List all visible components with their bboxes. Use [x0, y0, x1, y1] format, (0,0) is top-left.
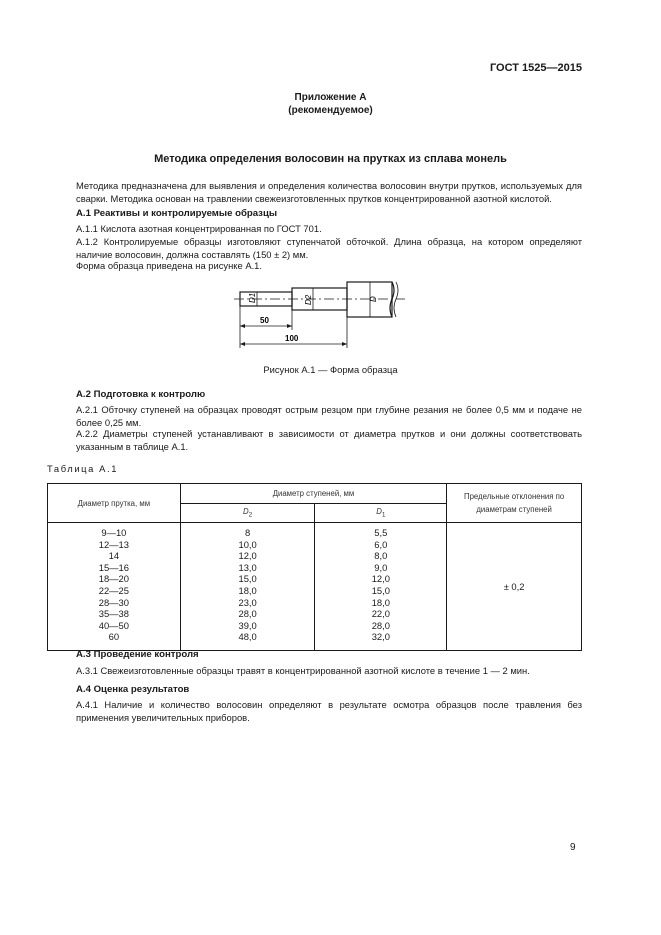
table-cell-dia: 28—30 — [98, 596, 129, 608]
table-cell-d1: 9,0 — [374, 561, 388, 573]
table-cell-d2: 28,0 — [238, 608, 257, 620]
d2-label: D2 — [304, 294, 313, 305]
d2-subscript: 2 — [248, 511, 253, 519]
table-cell-dia: 60 — [108, 631, 120, 643]
d2-column — [180, 523, 315, 651]
table-cell-dia: 14 — [108, 550, 120, 562]
table-cell-d2: 15,0 — [238, 573, 257, 585]
table-cell-d1: 8,0 — [374, 550, 388, 562]
table-cell-dia: 15—16 — [98, 561, 129, 573]
appendix-title: Приложение А — [294, 92, 367, 103]
standard-header: ГОСТ 1525—2015 — [489, 62, 582, 74]
intro-text: Методика предназначена для выявления и определения количества волосовин внутри прутков, используемых для сварки. Методика основан на травлении свежеизготовленных прутков концентрированной азотной кислотой. — [76, 180, 582, 204]
table-cell-dia: 18—20 — [98, 573, 129, 585]
table-cell-d1: 32,0 — [371, 631, 390, 643]
para-a4-1: А.4.1 Наличие и количество волосовин определяют в результате осмотра образцов после травления без применения увеличительных приборов. — [76, 699, 582, 723]
d1-column — [315, 523, 447, 651]
para-a1-3: Форма образца приведена на рисунке А.1. — [76, 260, 263, 271]
table-cell-d2: 23,0 — [238, 596, 257, 608]
table-cell-d2: 13,0 — [238, 561, 257, 573]
document-title: Методика определения волосовин на прутках из сплава монель — [154, 153, 507, 165]
para-a1-2: А.1.2 Контролируемые образцы изготовляют ступенчатой обточкой. Длина образца, на котором определяют наличие волосовин, должна составлять (150 ± 2) мм. — [76, 236, 582, 260]
d-label: D — [369, 296, 378, 302]
d1-symbol: D — [376, 507, 382, 517]
tolerance-cell: ± 0,2 — [447, 523, 582, 651]
table-cell-d1: 28,0 — [371, 619, 390, 631]
dim-100-label: 100 — [285, 334, 299, 343]
table-cell-d2: 48,0 — [238, 631, 257, 643]
table-cell-d1: 5,5 — [374, 527, 388, 538]
col-header-rod-diameter: Диаметр прутка, мм — [48, 484, 181, 523]
table-caption: Таблица А.1 — [47, 463, 119, 474]
col-header-d2 — [180, 504, 315, 523]
table-cell-d1: 18,0 — [371, 596, 390, 608]
para-a3-1: А.3.1 Свежеизготовленные образцы травят в концентрированной азотной кислоте в течение 1 — 2 мин. — [76, 665, 530, 676]
col-header-step-diameters: Диаметр ступеней, мм — [180, 484, 446, 504]
col-header-d1 — [315, 504, 447, 523]
table-cell-d2: 18,0 — [238, 584, 257, 596]
table-cell-dia: 40—50 — [98, 619, 129, 631]
sample-shape-figure — [230, 274, 410, 354]
section-a1-heading: А.1 Реактивы и контролируемые образцы — [76, 208, 278, 219]
table-cell-dia: 9—10 — [101, 527, 127, 538]
para-a2-2: А.2.2 Диаметры ступеней устанавливают в зависимости от диаметра прутков и они должны соответствовать указанным в таблице А.1. — [76, 428, 582, 452]
table-cell-dia: 22—25 — [98, 584, 129, 596]
intro-paragraph — [76, 179, 582, 205]
table-cell-dia: 12—13 — [98, 538, 129, 550]
section-a2-heading: А.2 Подготовка к контролю — [76, 389, 206, 400]
section-a4-heading: А.4 Оценка результатов — [76, 684, 190, 695]
table-cell-d2: 8 — [245, 527, 251, 538]
page-number: 9 — [570, 842, 576, 853]
d1-subscript: 1 — [381, 511, 386, 519]
appendix-subtitle: (рекомендуемое) — [288, 105, 373, 116]
table-cell-d2: 39,0 — [238, 619, 257, 631]
table-cell-d2: 12,0 — [238, 550, 257, 562]
step-diameter-table — [47, 483, 582, 651]
para-a1-1: А.1.1 Кислота азотная концентрированная по ГОСТ 701. — [76, 223, 322, 234]
d1-label: D1 — [248, 292, 257, 303]
table-cell-dia: 35—38 — [98, 608, 129, 620]
d2-symbol: D — [242, 507, 249, 517]
table-cell-d1: 22,0 — [371, 608, 390, 620]
col-header-tolerance: Предельные отклонения по диаметрам ступеней — [447, 484, 582, 523]
table-cell-d1: 6,0 — [374, 538, 388, 550]
dim-50-label: 50 — [260, 316, 269, 325]
table-cell-d2: 10,0 — [238, 538, 257, 550]
table-cell-d1: 15,0 — [371, 584, 390, 596]
section-a3-heading: А.3 Проведение контроля — [76, 649, 199, 660]
table-cell-d1: 12,0 — [371, 573, 390, 585]
rod-diameter-column — [48, 523, 181, 651]
para-a2-1: А.2.1 Обточку ступеней на образцах проводят острым резцом при глубине резания не более 0,5 мм и подаче не более 0,25 мм. — [76, 404, 582, 428]
figure-caption: Рисунок А.1 — Форма образца — [263, 364, 398, 375]
